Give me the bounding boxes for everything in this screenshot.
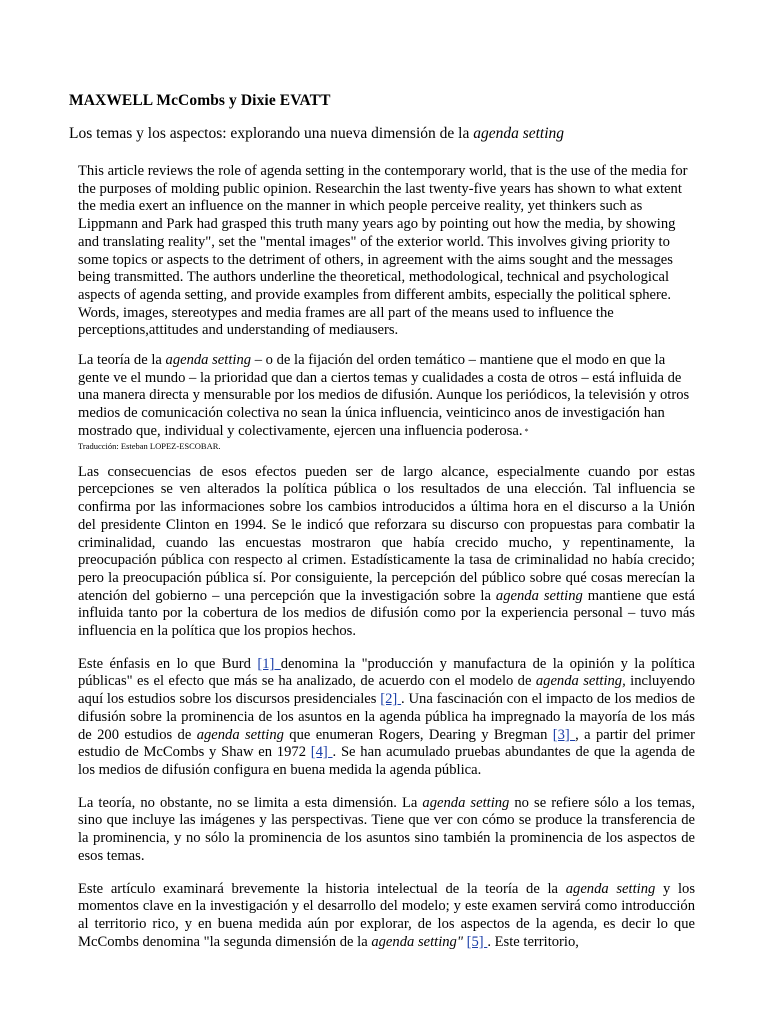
article-subtitle	[69, 125, 564, 143]
subtitle-text: Los temas y los aspectos: explorando una nueva dimensión de la	[69, 125, 474, 142]
translator-footnote: Traducción: Esteban LOPEZ-ESCOBAR.	[78, 440, 221, 451]
paragraph-1	[78, 352, 695, 441]
text-run: La teoría de la	[78, 352, 166, 369]
text-run: incluyendo aquí los estudios sobre los discursos presidenciales	[78, 673, 695, 708]
authors-heading: MAXWELL McCombs y Dixie EVATT	[69, 92, 331, 109]
reference-link-1[interactable]: [1]	[257, 655, 281, 672]
abstract-paragraph: This article reviews the role of agenda setting in the contemporary world, that is the use of the media for the purposes of molding public opinion. Researchin the last twenty-five years has shown to what extent the media exert an influence on the manner in which people perceive reality, yet thinkers such as Lippmann and Park had grasped this truth many years ago by pointing out how the media, by showing and translating reality", set the "mental images" of the exterior world. This involves giving priority to some topics or aspects to the detriment of others, in agreement with the aims sought and the messages being transmitted. The authors underline the theoretical, methodological, technical and psychological aspects of agenda setting, and provide examples from different ambits, especially the political sphere. Words, images, stereotypes and media frames are all part of the means used to influence the perceptions,attitudes and understanding of mediausers.	[78, 163, 688, 339]
text-run: y los momentos clave en la investigación y el desarrollo del modelo; y este examen servirá como introducción al territorio rico, y en buena medida aún por explorar, de los aspectos de la agenda, es decir lo que McCombs denomina "la segunda dimensión de la	[78, 880, 696, 950]
text-run: La teoría, no obstante, no se limita a esta dimensión. La	[78, 794, 423, 811]
text-run: denomina la "producción y manufactura de la opinión y la política públicas" es el efecto que más se ha analizado, de acuerdo con el modelo de	[78, 655, 695, 690]
footnote-marker: *	[524, 426, 529, 436]
paragraph-3	[78, 656, 695, 780]
italic-run: agenda setting	[165, 352, 252, 369]
reference-link-3[interactable]: [3]	[552, 726, 576, 743]
italic-run: agenda setting"	[371, 933, 463, 950]
paragraph-4	[78, 795, 695, 866]
text-run: Las consecuencias de esos efectos pueden ser de largo alcance, especialmente cuando por estas percepciones se ven alterados la política pública o los resultados de una elección. Tal influencia se confirma por las informaciones sobre los cambios introducidos a última hora en el discurso a la Unión del presidente Clinton en 1994. Se le indicó que reforzara su discurso con propuestas para combatir la criminalidad, cuando las encuestas mostraron que había crecido mucho, y repentinamente, la preocupación pública con respecto al crimen. Estadísticamente la tasa de criminalidad no había crecido; pero la preocupación pública sí. Por consiguiente, la percepción del público sobre qué cosas merecían la atención del gobierno – una percepción que la investigación sobre la	[78, 463, 695, 604]
reference-link-4[interactable]: [4]	[310, 744, 333, 761]
text-run: Este artículo examinará brevemente la historia intelectual de la teoría de la	[78, 880, 566, 897]
text-run: . Una fascinación con el impacto de los medios de difusión sobre la prominencia de los asuntos en la agenda pública ha impregnado la mayoría de los más de 200 estudios de	[78, 691, 695, 743]
text-run: . Este territorio,	[487, 933, 579, 950]
text-run: mantiene que está influida tanto por la cobertura de los medios de difusión como por la experiencia personal – tuvo más influencia en la política que los propios hechos.	[78, 587, 695, 640]
article-body	[78, 163, 695, 966]
paragraph-2	[78, 464, 695, 641]
reference-link-2[interactable]: [2]	[380, 691, 402, 708]
subtitle-italic: agenda setting	[473, 125, 565, 142]
text-run: que enumeran Rogers, Dearing y Bregman	[283, 726, 553, 743]
text-run: , a partir del primer estudio de McCombs y Shaw en 1972	[78, 726, 695, 761]
text-run: . Se han acumulado pruebas abundantes de que la agenda de los medios de difusión configura en buena medida la agenda pública.	[78, 744, 695, 778]
paragraph-5	[78, 881, 695, 952]
reference-link-5[interactable]: [5]	[466, 933, 488, 950]
italic-run: agenda setting,	[535, 673, 626, 690]
italic-run: agenda setting	[565, 880, 656, 897]
italic-run: agenda setting	[196, 726, 284, 743]
text-run: – o de la fijación del orden temático – mantiene que el modo en que la gente ve el mundo – la prioridad que dan a ciertos temas y cualidades a costa de otros – está influida de una manera directa y mensurable por los medios de difusión. Aunque los periódicos, la televisión y otros medios de comunicación colectiva no sean la única influencia, veinticinco anos de investigación han mostrado que, individual y colectivamente, ejercen una influencia poderosa.	[78, 352, 690, 440]
text-run: Este énfasis en lo que Burd	[78, 655, 258, 672]
italic-run: agenda setting	[495, 587, 583, 604]
italic-run: agenda setting	[422, 794, 510, 811]
text-run: no se refiere sólo a los temas, sino que incluye las imágenes y las perspectivas. Tiene que ver con cómo se produce la transferencia de la prominencia, y no sólo la prominencia de los asuntos sino también la prominencia de los aspectos de esos temas.	[78, 794, 695, 864]
